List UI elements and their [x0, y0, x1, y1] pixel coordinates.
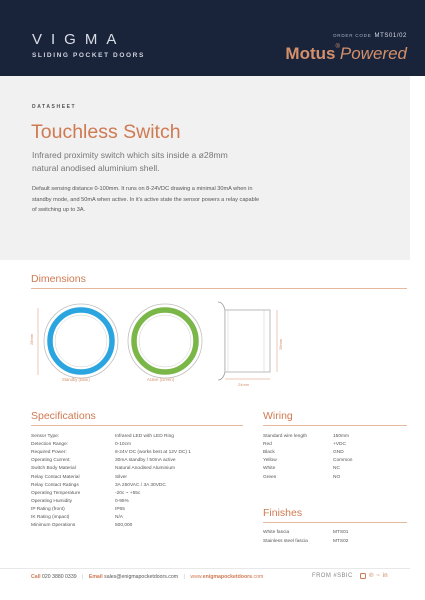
from-hashtag: FROM #SBIC [312, 573, 353, 579]
row-label: Sensor Type: [31, 434, 60, 439]
standby-caption: Standby (Blue) [62, 377, 90, 382]
specifications-heading: Specifications [31, 410, 96, 422]
table-row [263, 475, 403, 483]
row-label: Operating Humidity [31, 498, 73, 504]
wiring-divider [263, 425, 407, 426]
row-value: N/A [115, 515, 123, 520]
page-subtitle: Infrared proximity switch which sits inside a ø28mm natural anodised aluminium shell. [32, 150, 228, 173]
table-row [263, 466, 403, 474]
finishes-divider [263, 522, 407, 523]
row-value: Infrared LED with LED Ring [115, 434, 174, 439]
standby-switch-drawing [29, 304, 118, 378]
product-line-logo [285, 44, 407, 64]
brand-logo: VIGMA [32, 31, 126, 48]
order-code-label: ORDER CODE [333, 33, 372, 38]
row-value: 500,000 [115, 523, 133, 529]
dimensions-divider [31, 288, 407, 289]
wiring-heading: Wiring [263, 410, 293, 422]
call-label: Call [31, 574, 41, 580]
row-label: Operating Current: [31, 458, 71, 464]
footer-divider [0, 568, 410, 569]
row-label: IP Rating (front) [31, 506, 65, 512]
row-value: 3A 250VAC / 3A 30VDC [115, 482, 166, 488]
pinterest-icon[interactable]: ℗ [369, 573, 374, 579]
row-label: IK Rating (impact) [31, 515, 70, 520]
row-value: MTS01 [333, 530, 349, 535]
row-label: White fascia [263, 530, 290, 535]
linkedin-icon[interactable]: in [382, 573, 388, 579]
table-row [263, 450, 403, 458]
website-link[interactable]: www.enigmapocketdoors.com [190, 574, 264, 580]
row-value: -20c ~ +55c [115, 490, 141, 496]
row-label: Operating Temperature [31, 490, 81, 496]
footer-contact: Call 020 3880 0339 | Email sales@enigmapocketdoors.com | www.enigmapocketdoors.com [31, 574, 264, 580]
row-value: Common [333, 458, 353, 464]
row-value: 0-10cm [115, 442, 131, 448]
header-banner [0, 0, 425, 76]
phone-number[interactable]: 020 3880 0339 [41, 574, 77, 580]
row-value: 150mm [333, 434, 349, 439]
page-title: Touchless Switch [31, 121, 181, 143]
row-value: +VDC [333, 442, 346, 448]
social-links [360, 572, 388, 580]
svg-text:28mm: 28mm [278, 338, 283, 350]
row-value: GND [333, 450, 344, 456]
table-row [263, 442, 403, 450]
row-label: Yellow [263, 458, 277, 464]
row-value: NO [333, 474, 341, 480]
dimensions-heading: Dimensions [31, 273, 86, 285]
row-label: White [263, 466, 276, 472]
dimension-drawings [20, 298, 410, 398]
table-row [263, 539, 403, 547]
email-link[interactable]: sales@enigmapocketdoors.com [104, 574, 179, 580]
row-value: IP65 [115, 506, 125, 512]
table-row [263, 434, 403, 442]
active-caption: Active (Green) [147, 377, 175, 382]
side-profile-drawing [218, 302, 283, 387]
table-row [263, 530, 403, 538]
product-description: Default sensing distance 0-100mm. It runs on 8-24VDC drawing a minimal 30mA when in standby mode, and 50mA when active. In it's active state the sensor powers a relay capable of switching up to 3A. [32, 186, 260, 213]
row-label: Minimum Operations [31, 523, 76, 529]
row-label: Black [263, 450, 275, 456]
email-label: Email [88, 574, 103, 580]
row-label: Relay Contact Material [31, 474, 80, 480]
row-label: Relay Contact Ratings [31, 482, 79, 488]
row-label: Green [263, 474, 277, 480]
order-code [333, 33, 407, 39]
row-value: 8-24V DC (works best at 12V DC) 1 [115, 450, 191, 456]
row-label: Stainless steel fascia [263, 538, 308, 544]
order-code-value: MTS01/02 [374, 33, 407, 39]
finishes-heading: Finishes [263, 507, 303, 519]
row-label: Red [263, 442, 272, 448]
svg-text:24mm: 24mm [238, 382, 250, 387]
row-label: Switch Body Material [31, 466, 76, 472]
product-line-suffix: Powered [339, 44, 407, 63]
houzz-icon[interactable]: ~ [376, 573, 380, 579]
row-value: Natural Anodised Aluminium [115, 466, 175, 472]
row-value: Silver [115, 474, 127, 480]
active-switch-drawing [128, 304, 202, 378]
registered-mark: ® [335, 44, 340, 50]
datasheet-kicker: DATASHEET [32, 104, 77, 110]
row-value: 0-95% [115, 498, 129, 504]
specifications-divider [31, 425, 243, 426]
instagram-icon[interactable] [360, 573, 366, 579]
row-label: Required Power: [31, 450, 67, 456]
product-line-name: Motus [285, 44, 336, 63]
row-value: NC [333, 466, 340, 472]
row-value: 30mA standby / 50mA active [115, 458, 176, 464]
row-label: Standard wire length [263, 434, 307, 439]
row-label: Detection Range: [31, 442, 69, 448]
brand-tagline: SLIDING POCKET DOORS [32, 52, 145, 59]
row-value: MTS02 [333, 538, 349, 544]
diameter-label: 28mm [29, 333, 34, 345]
